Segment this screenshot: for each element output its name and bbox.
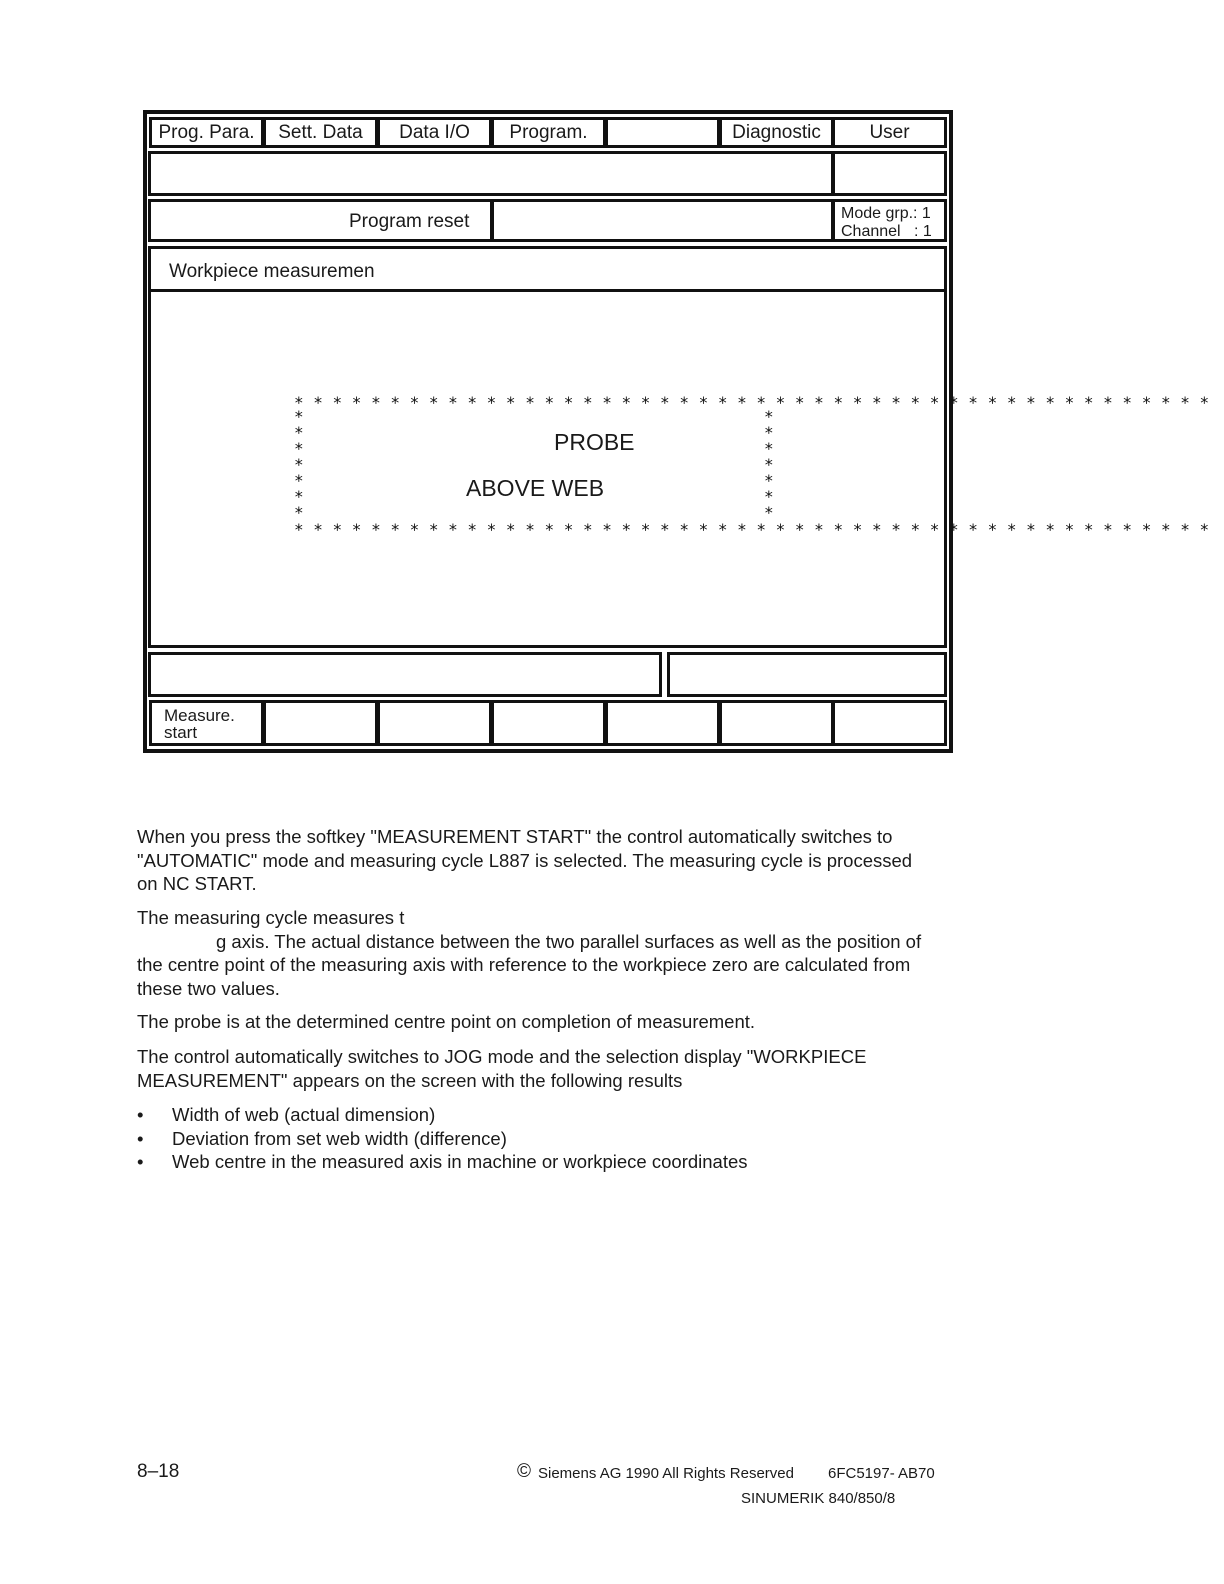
message-border-right: * * * * * * * bbox=[764, 407, 774, 522]
mode-group: Mode grp.: 1 bbox=[841, 205, 931, 222]
panel-title-bar bbox=[148, 246, 947, 292]
lower-field-left bbox=[148, 652, 662, 697]
tab-data-io[interactable]: Data I/O bbox=[377, 117, 492, 148]
softkey-5[interactable] bbox=[605, 700, 720, 746]
paragraph-measuring-cycle-rest: g axis. The actual distance between the two parallel surfaces as well as the position of the centre point of the measuring axis with reference to the workpiece zero are calculated from these two values. bbox=[137, 930, 922, 999]
message-border-top: * * * * * * * * * * * * * * * * * * * * * * * * * * * * * * * * * * * * * * * * * * * * * * * * bbox=[294, 393, 1210, 412]
message-border-left: * * * * * * * bbox=[294, 407, 304, 522]
main-display bbox=[148, 289, 1210, 648]
tab-program[interactable]: Program. bbox=[491, 117, 606, 148]
softkey-3[interactable] bbox=[377, 700, 492, 746]
tab-diagnostic[interactable]: Diagnostic bbox=[719, 117, 834, 148]
list-item: • Web centre in the measured axis in machine or workpiece coordinates bbox=[137, 1150, 937, 1174]
mode-channel-field bbox=[832, 199, 947, 242]
softkey-measure-start[interactable] bbox=[149, 700, 264, 746]
lower-field-right bbox=[667, 652, 947, 697]
header-field-right bbox=[832, 151, 947, 196]
softkey-7[interactable] bbox=[832, 700, 947, 746]
results-list bbox=[137, 1103, 937, 1174]
list-item: • Deviation from set web width (difference) bbox=[137, 1127, 937, 1151]
message-line-2: ABOVE WEB bbox=[466, 475, 605, 501]
program-state-field bbox=[148, 199, 493, 242]
page-number: 8–18 bbox=[137, 1461, 180, 1482]
copyright-text: Siemens AG 1990 All Rights Reserved bbox=[538, 1465, 794, 1482]
copyright-symbol: © bbox=[517, 1461, 531, 1482]
softkey-4[interactable] bbox=[491, 700, 606, 746]
softkey-label-line-2: start bbox=[164, 723, 198, 742]
message-line-1: PROBE bbox=[554, 429, 635, 455]
message-border-bottom: * * * * * * * * * * * * * * * * * * * * * * * * * * * * * * * * * * * * * * * * * * * * * * * * bbox=[294, 520, 1210, 539]
list-item: • Width of web (actual dimension) bbox=[137, 1103, 937, 1127]
doc-code: 6FC5197- AB70 bbox=[828, 1465, 935, 1482]
paragraph-jog-mode: The control automatically switches to JOG mode and the selection display "WORKPIECE MEASUREMENT" appears on the screen with the following results bbox=[137, 1046, 867, 1091]
panel-title: Workpiece measuremen bbox=[169, 261, 375, 282]
paragraph-probe-position: The probe is at the determined centre point on completion of measurement. bbox=[137, 1011, 756, 1032]
paragraph-measuring-cycle-line-1: The measuring cycle measures t bbox=[137, 907, 405, 928]
softkey-2[interactable] bbox=[263, 700, 378, 746]
product-name: SINUMERIK 840/850/8 bbox=[741, 1490, 896, 1507]
softkey-6[interactable] bbox=[719, 700, 834, 746]
paragraph-measurement-start: When you press the softkey "MEASUREMENT START" the control automatically switches to "AUTOMATIC" mode and measuring cycle L887 is selected. The measuring cycle is processed on NC START. bbox=[137, 826, 913, 894]
tab-prog-para[interactable]: Prog. Para. bbox=[149, 117, 264, 148]
tab-sett-data[interactable]: Sett. Data bbox=[263, 117, 378, 148]
status-field bbox=[491, 199, 834, 242]
softkey-label-line-1: Measure. bbox=[164, 706, 235, 725]
program-state: Program reset bbox=[349, 211, 470, 232]
channel: Channel : 1 bbox=[841, 223, 932, 240]
header-field bbox=[148, 151, 834, 196]
paragraph-measuring-cycle bbox=[137, 906, 937, 1000]
tab-empty[interactable] bbox=[605, 117, 720, 148]
tab-user[interactable]: User bbox=[832, 117, 947, 148]
